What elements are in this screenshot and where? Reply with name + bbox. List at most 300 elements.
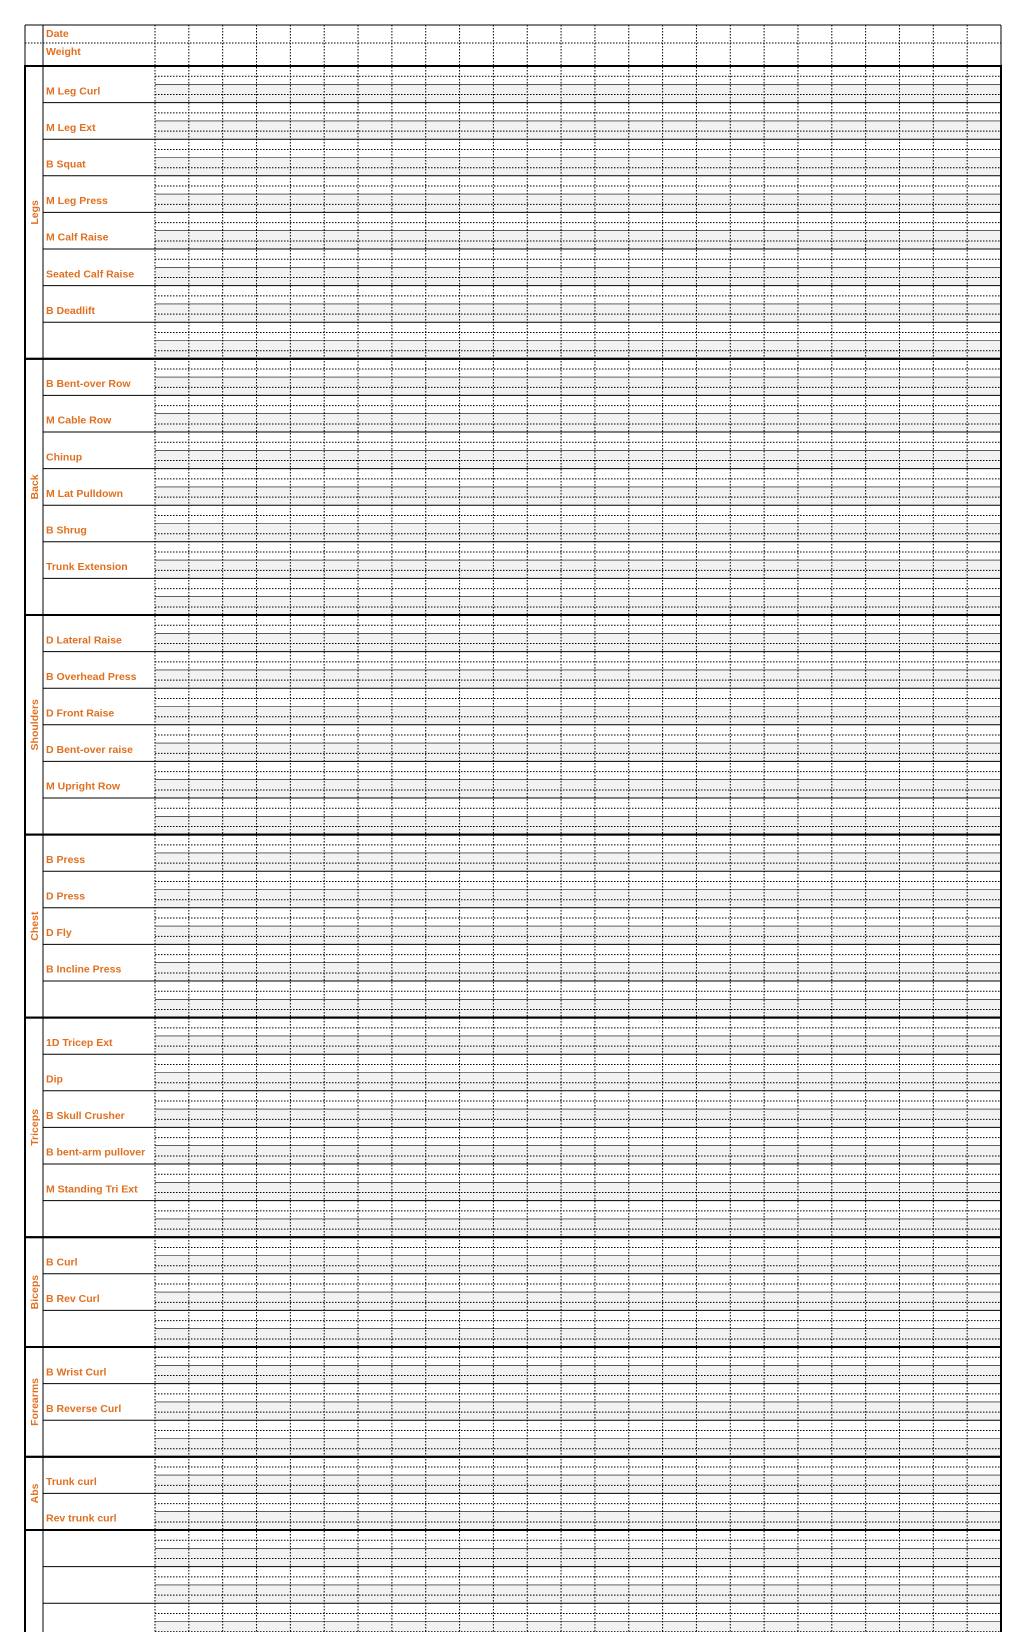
log-cell[interactable] [866,322,900,359]
log-cell[interactable] [967,1420,1001,1457]
log-cell[interactable] [764,1274,798,1311]
log-cell[interactable] [663,542,697,579]
log-cell[interactable] [358,1384,392,1421]
log-cell[interactable] [527,1530,561,1567]
log-cell[interactable] [933,871,967,908]
log-cell[interactable] [561,1274,595,1311]
log-cell[interactable] [866,1567,900,1604]
log-cell[interactable] [223,505,257,542]
log-cell[interactable] [899,66,933,103]
log-cell[interactable] [967,761,1001,798]
log-cell[interactable] [764,1201,798,1238]
log-cell[interactable] [730,212,764,249]
header-cell-date[interactable] [527,25,561,43]
log-cell[interactable] [290,505,324,542]
log-cell[interactable] [290,944,324,981]
log-cell[interactable] [967,505,1001,542]
log-cell[interactable] [899,286,933,323]
log-cell[interactable] [493,469,527,506]
log-cell[interactable] [933,1493,967,1530]
log-cell[interactable] [899,1054,933,1091]
log-cell[interactable] [933,1018,967,1055]
log-cell[interactable] [561,1457,595,1494]
log-cell[interactable] [155,1091,189,1128]
log-cell[interactable] [629,542,663,579]
log-cell[interactable] [798,578,832,615]
log-cell[interactable] [696,1347,730,1384]
log-cell[interactable] [798,432,832,469]
log-cell[interactable] [663,1603,697,1632]
header-cell-date[interactable] [730,25,764,43]
log-cell[interactable] [290,1201,324,1238]
log-cell[interactable] [493,1237,527,1274]
log-cell[interactable] [629,176,663,213]
log-cell[interactable] [155,395,189,432]
log-cell[interactable] [189,212,223,249]
log-cell[interactable] [899,871,933,908]
log-cell[interactable] [899,395,933,432]
log-cell[interactable] [696,688,730,725]
log-cell[interactable] [290,1530,324,1567]
log-cell[interactable] [155,725,189,762]
header-cell-date[interactable] [189,25,223,43]
log-cell[interactable] [358,835,392,872]
log-cell[interactable] [223,1603,257,1632]
log-cell[interactable] [832,1310,866,1347]
log-cell[interactable] [324,944,358,981]
log-cell[interactable] [798,176,832,213]
log-cell[interactable] [527,1054,561,1091]
log-cell[interactable] [527,286,561,323]
log-cell[interactable] [798,1493,832,1530]
log-cell[interactable] [629,1054,663,1091]
log-cell[interactable] [899,1420,933,1457]
log-cell[interactable] [290,1237,324,1274]
log-cell[interactable] [696,359,730,396]
log-cell[interactable] [595,1420,629,1457]
header-cell-date[interactable] [764,25,798,43]
log-cell[interactable] [290,798,324,835]
log-cell[interactable] [527,1420,561,1457]
log-cell[interactable] [629,1091,663,1128]
log-cell[interactable] [730,103,764,140]
log-cell[interactable] [155,908,189,945]
header-cell-date[interactable] [426,25,460,43]
log-cell[interactable] [663,66,697,103]
log-cell[interactable] [155,1127,189,1164]
header-cell-weight[interactable] [223,43,257,61]
log-cell[interactable] [629,835,663,872]
log-cell[interactable] [832,615,866,652]
log-cell[interactable] [223,542,257,579]
log-cell[interactable] [561,615,595,652]
log-cell[interactable] [730,1420,764,1457]
log-cell[interactable] [595,1164,629,1201]
log-cell[interactable] [663,1127,697,1164]
log-cell[interactable] [223,688,257,725]
log-cell[interactable] [967,1530,1001,1567]
log-cell[interactable] [798,908,832,945]
log-cell[interactable] [223,725,257,762]
log-cell[interactable] [493,1054,527,1091]
log-cell[interactable] [257,1127,291,1164]
log-cell[interactable] [832,871,866,908]
log-cell[interactable] [324,1420,358,1457]
log-cell[interactable] [358,212,392,249]
log-cell[interactable] [223,1493,257,1530]
log-cell[interactable] [257,1018,291,1055]
log-cell[interactable] [155,1347,189,1384]
log-cell[interactable] [324,688,358,725]
log-cell[interactable] [866,1530,900,1567]
log-cell[interactable] [663,908,697,945]
log-cell[interactable] [527,578,561,615]
log-cell[interactable] [933,725,967,762]
log-cell[interactable] [290,176,324,213]
log-cell[interactable] [764,1237,798,1274]
log-cell[interactable] [730,1127,764,1164]
log-cell[interactable] [798,469,832,506]
header-cell-date[interactable] [629,25,663,43]
log-cell[interactable] [257,432,291,469]
log-cell[interactable] [967,1347,1001,1384]
log-cell[interactable] [493,212,527,249]
log-cell[interactable] [595,981,629,1018]
log-cell[interactable] [696,981,730,1018]
log-cell[interactable] [595,1201,629,1238]
log-cell[interactable] [290,286,324,323]
log-cell[interactable] [392,1567,426,1604]
log-cell[interactable] [392,322,426,359]
log-cell[interactable] [155,1310,189,1347]
log-cell[interactable] [696,322,730,359]
log-cell[interactable] [155,176,189,213]
log-cell[interactable] [493,1018,527,1055]
log-cell[interactable] [866,1164,900,1201]
log-cell[interactable] [392,139,426,176]
log-cell[interactable] [663,1274,697,1311]
log-cell[interactable] [663,1530,697,1567]
log-cell[interactable] [358,1201,392,1238]
log-cell[interactable] [730,1567,764,1604]
log-cell[interactable] [866,798,900,835]
header-cell-date[interactable] [663,25,697,43]
log-cell[interactable] [493,1384,527,1421]
log-cell[interactable] [730,1384,764,1421]
log-cell[interactable] [527,1164,561,1201]
log-cell[interactable] [798,725,832,762]
log-cell[interactable] [730,1310,764,1347]
log-cell[interactable] [493,66,527,103]
log-cell[interactable] [764,432,798,469]
log-cell[interactable] [460,944,494,981]
log-cell[interactable] [155,139,189,176]
log-cell[interactable] [358,578,392,615]
log-cell[interactable] [629,615,663,652]
log-cell[interactable] [561,1237,595,1274]
log-cell[interactable] [967,871,1001,908]
log-cell[interactable] [595,944,629,981]
log-cell[interactable] [696,1237,730,1274]
log-cell[interactable] [189,395,223,432]
log-cell[interactable] [967,212,1001,249]
log-cell[interactable] [290,1091,324,1128]
log-cell[interactable] [561,432,595,469]
log-cell[interactable] [426,798,460,835]
log-cell[interactable] [358,469,392,506]
log-cell[interactable] [426,908,460,945]
log-cell[interactable] [629,1493,663,1530]
log-cell[interactable] [967,1384,1001,1421]
log-cell[interactable] [663,359,697,396]
header-cell-weight[interactable] [527,43,561,61]
log-cell[interactable] [527,1237,561,1274]
log-cell[interactable] [629,578,663,615]
log-cell[interactable] [933,1347,967,1384]
log-cell[interactable] [324,505,358,542]
log-cell[interactable] [223,432,257,469]
log-cell[interactable] [730,1347,764,1384]
log-cell[interactable] [595,286,629,323]
log-cell[interactable] [933,761,967,798]
log-cell[interactable] [764,176,798,213]
log-cell[interactable] [832,908,866,945]
log-cell[interactable] [223,578,257,615]
log-cell[interactable] [189,103,223,140]
log-cell[interactable] [290,1567,324,1604]
log-cell[interactable] [764,1091,798,1128]
log-cell[interactable] [155,615,189,652]
log-cell[interactable] [189,1347,223,1384]
log-cell[interactable] [832,1384,866,1421]
log-cell[interactable] [358,1274,392,1311]
log-cell[interactable] [189,249,223,286]
log-cell[interactable] [223,1530,257,1567]
log-cell[interactable] [527,688,561,725]
log-cell[interactable] [324,359,358,396]
log-cell[interactable] [899,1274,933,1311]
log-cell[interactable] [967,176,1001,213]
log-cell[interactable] [933,469,967,506]
log-cell[interactable] [324,761,358,798]
log-cell[interactable] [223,761,257,798]
log-cell[interactable] [493,1201,527,1238]
header-cell-date[interactable] [595,25,629,43]
log-cell[interactable] [324,66,358,103]
log-cell[interactable] [460,395,494,432]
log-cell[interactable] [629,395,663,432]
log-cell[interactable] [358,1310,392,1347]
log-cell[interactable] [866,688,900,725]
log-cell[interactable] [324,1567,358,1604]
log-cell[interactable] [866,176,900,213]
log-cell[interactable] [257,1493,291,1530]
log-cell[interactable] [223,1201,257,1238]
log-cell[interactable] [324,981,358,1018]
log-cell[interactable] [257,103,291,140]
log-cell[interactable] [832,1201,866,1238]
log-cell[interactable] [629,908,663,945]
log-cell[interactable] [493,944,527,981]
log-cell[interactable] [866,1310,900,1347]
log-cell[interactable] [899,1457,933,1494]
log-cell[interactable] [696,1054,730,1091]
log-cell[interactable] [798,395,832,432]
log-cell[interactable] [392,1493,426,1530]
log-cell[interactable] [595,1091,629,1128]
log-cell[interactable] [527,176,561,213]
log-cell[interactable] [223,981,257,1018]
log-cell[interactable] [595,432,629,469]
log-cell[interactable] [663,469,697,506]
log-cell[interactable] [730,139,764,176]
log-cell[interactable] [155,1420,189,1457]
log-cell[interactable] [595,542,629,579]
log-cell[interactable] [460,432,494,469]
log-cell[interactable] [290,871,324,908]
log-cell[interactable] [223,212,257,249]
log-cell[interactable] [290,1384,324,1421]
log-cell[interactable] [460,505,494,542]
log-cell[interactable] [189,432,223,469]
log-cell[interactable] [866,542,900,579]
log-cell[interactable] [324,212,358,249]
log-cell[interactable] [561,1018,595,1055]
log-cell[interactable] [257,1530,291,1567]
log-cell[interactable] [629,505,663,542]
log-cell[interactable] [933,66,967,103]
log-cell[interactable] [155,761,189,798]
header-cell-date[interactable] [798,25,832,43]
log-cell[interactable] [460,652,494,689]
log-cell[interactable] [460,542,494,579]
log-cell[interactable] [223,469,257,506]
log-cell[interactable] [290,1274,324,1311]
log-cell[interactable] [730,1054,764,1091]
log-cell[interactable] [493,1567,527,1604]
log-cell[interactable] [663,1018,697,1055]
log-cell[interactable] [595,1237,629,1274]
log-cell[interactable] [967,1493,1001,1530]
log-cell[interactable] [561,1530,595,1567]
log-cell[interactable] [358,542,392,579]
log-cell[interactable] [324,1237,358,1274]
log-cell[interactable] [392,688,426,725]
log-cell[interactable] [426,1018,460,1055]
log-cell[interactable] [493,761,527,798]
log-cell[interactable] [832,286,866,323]
log-cell[interactable] [933,1091,967,1128]
log-cell[interactable] [696,1018,730,1055]
log-cell[interactable] [189,1237,223,1274]
log-cell[interactable] [798,871,832,908]
log-cell[interactable] [257,249,291,286]
log-cell[interactable] [392,652,426,689]
log-cell[interactable] [290,212,324,249]
log-cell[interactable] [257,944,291,981]
log-cell[interactable] [798,322,832,359]
log-cell[interactable] [493,1603,527,1632]
log-cell[interactable] [426,652,460,689]
log-cell[interactable] [798,1347,832,1384]
log-cell[interactable] [696,1384,730,1421]
log-cell[interactable] [358,249,392,286]
log-cell[interactable] [899,432,933,469]
log-cell[interactable] [866,944,900,981]
log-cell[interactable] [899,1127,933,1164]
log-cell[interactable] [324,1457,358,1494]
log-cell[interactable] [223,1054,257,1091]
log-cell[interactable] [392,908,426,945]
log-cell[interactable] [392,286,426,323]
log-cell[interactable] [764,103,798,140]
log-cell[interactable] [290,652,324,689]
header-cell-weight[interactable] [764,43,798,61]
log-cell[interactable] [460,1164,494,1201]
log-cell[interactable] [392,578,426,615]
log-cell[interactable] [561,66,595,103]
log-cell[interactable] [392,1347,426,1384]
log-cell[interactable] [324,1347,358,1384]
log-cell[interactable] [561,212,595,249]
log-cell[interactable] [764,249,798,286]
log-cell[interactable] [561,1567,595,1604]
log-cell[interactable] [764,1347,798,1384]
log-cell[interactable] [493,1310,527,1347]
log-cell[interactable] [696,1201,730,1238]
log-cell[interactable] [629,1603,663,1632]
log-cell[interactable] [189,1201,223,1238]
log-cell[interactable] [561,725,595,762]
log-cell[interactable] [832,505,866,542]
log-cell[interactable] [189,1567,223,1604]
log-cell[interactable] [832,1274,866,1311]
log-cell[interactable] [832,725,866,762]
log-cell[interactable] [696,1091,730,1128]
log-cell[interactable] [967,835,1001,872]
log-cell[interactable] [155,103,189,140]
log-cell[interactable] [290,1164,324,1201]
log-cell[interactable] [189,1420,223,1457]
log-cell[interactable] [561,798,595,835]
log-cell[interactable] [696,1310,730,1347]
log-cell[interactable] [257,835,291,872]
log-cell[interactable] [257,725,291,762]
log-cell[interactable] [290,1018,324,1055]
log-cell[interactable] [663,798,697,835]
log-cell[interactable] [933,1420,967,1457]
log-cell[interactable] [223,1347,257,1384]
log-cell[interactable] [426,688,460,725]
log-cell[interactable] [595,615,629,652]
header-cell-date[interactable] [290,25,324,43]
log-cell[interactable] [290,249,324,286]
log-cell[interactable] [189,798,223,835]
log-cell[interactable] [933,505,967,542]
log-cell[interactable] [358,139,392,176]
log-cell[interactable] [899,835,933,872]
log-cell[interactable] [561,835,595,872]
log-cell[interactable] [460,139,494,176]
log-cell[interactable] [595,1347,629,1384]
log-cell[interactable] [358,1603,392,1632]
log-cell[interactable] [392,1310,426,1347]
log-cell[interactable] [257,1164,291,1201]
log-cell[interactable] [324,725,358,762]
log-cell[interactable] [798,1530,832,1567]
log-cell[interactable] [629,212,663,249]
log-cell[interactable] [967,1127,1001,1164]
